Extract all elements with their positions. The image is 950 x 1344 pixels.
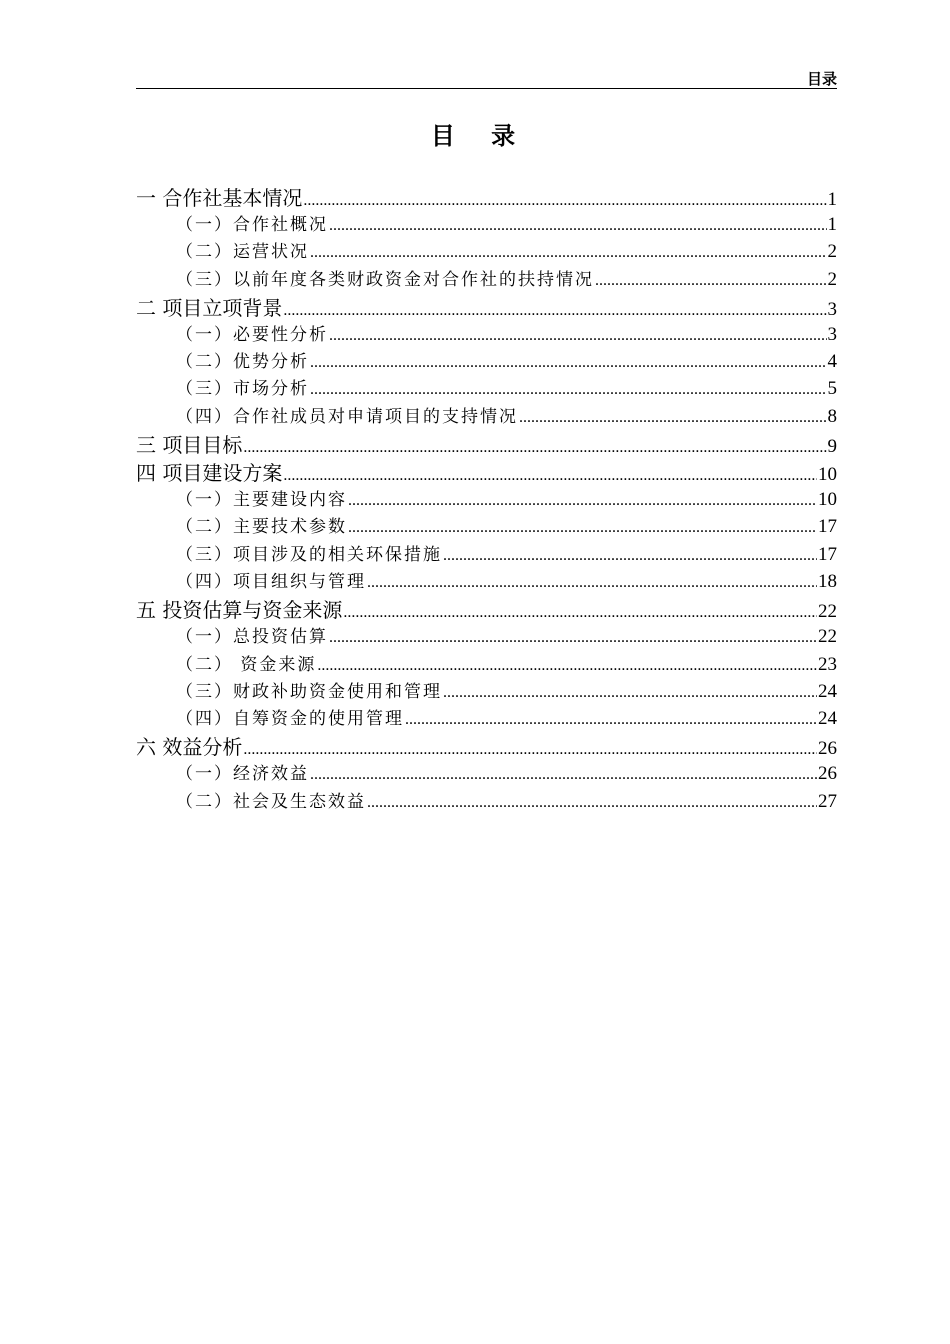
toc-entry-label: 三 项目目标 xyxy=(136,433,243,458)
toc-chapter-entry[interactable] xyxy=(136,292,837,320)
toc-dot-leader xyxy=(595,270,827,290)
toc-dot-leader xyxy=(329,215,827,235)
toc-section-entry[interactable] xyxy=(136,622,837,649)
toc-dot-leader xyxy=(310,242,827,262)
toc-section-entry[interactable] xyxy=(136,374,837,401)
toc-section-entry[interactable] xyxy=(136,512,837,539)
toc-page-number: 17 xyxy=(818,543,837,565)
toc-section-entry[interactable] xyxy=(136,402,837,429)
toc-dot-leader xyxy=(310,352,827,372)
toc-dot-leader xyxy=(367,792,817,812)
toc-section-entry[interactable] xyxy=(136,210,837,237)
toc-entry-label: 一 合作社基本情况 xyxy=(136,186,303,210)
toc-chapter-entry[interactable] xyxy=(136,731,837,759)
toc-chapter-entry[interactable] xyxy=(136,182,837,210)
toc-page-number: 3 xyxy=(827,323,837,345)
toc-entry-label: （二）主要技术参数 xyxy=(176,517,347,538)
toc-dot-leader xyxy=(367,572,817,592)
toc-page-number: 27 xyxy=(818,790,837,812)
toc-entry-label: （三）项目涉及的相关环保措施 xyxy=(176,544,442,565)
toc-dot-leader xyxy=(443,545,817,565)
toc-entry-label: （二）运营状况 xyxy=(176,242,309,263)
page-header xyxy=(136,66,837,89)
page-title: 目 录 xyxy=(430,122,530,150)
toc-dot-leader xyxy=(348,490,817,510)
toc-section-entry[interactable] xyxy=(136,485,837,512)
toc-page-number: 22 xyxy=(818,626,837,648)
toc-section-entry[interactable] xyxy=(136,677,837,704)
toc-page-number: 24 xyxy=(818,680,837,702)
table-of-contents xyxy=(136,182,837,814)
toc-section-entry[interactable] xyxy=(136,265,837,292)
toc-dot-leader xyxy=(283,296,826,320)
toc-page-number: 2 xyxy=(827,268,837,290)
toc-page-number: 5 xyxy=(827,378,837,400)
toc-entry-label: （一）必要性分析 xyxy=(176,324,328,345)
toc-dot-leader xyxy=(310,764,817,784)
toc-entry-label: （二）优势分析 xyxy=(176,352,309,373)
toc-section-entry[interactable] xyxy=(136,704,837,731)
toc-entry-label: 二 项目立项背景 xyxy=(136,295,283,320)
header-text: 目录 xyxy=(806,70,837,88)
toc-chapter-entry[interactable] xyxy=(136,429,837,457)
toc-dot-leader xyxy=(329,627,817,647)
toc-entry-label: （二） 资金来源 xyxy=(176,654,317,675)
toc-page-number: 3 xyxy=(827,298,837,320)
toc-dot-leader xyxy=(310,379,827,399)
toc-section-entry[interactable] xyxy=(136,787,837,814)
toc-entry-label: （三）财政补助资金使用和管理 xyxy=(176,681,442,702)
toc-page-number: 10 xyxy=(818,489,837,511)
toc-entry-label: （四）自筹资金的使用管理 xyxy=(176,709,404,730)
toc-chapter-entry[interactable] xyxy=(136,594,837,622)
toc-dot-leader xyxy=(303,186,826,210)
toc-dot-leader xyxy=(443,682,817,702)
toc-dot-leader xyxy=(243,433,826,457)
toc-section-entry[interactable] xyxy=(136,567,837,594)
toc-entry-label: （一）主要建设内容 xyxy=(176,490,347,511)
toc-dot-leader xyxy=(405,709,817,729)
toc-page-number: 9 xyxy=(827,436,837,458)
toc-page-number: 26 xyxy=(818,738,837,760)
toc-page-number: 4 xyxy=(827,351,837,373)
toc-entry-label: （三）市场分析 xyxy=(176,379,309,400)
toc-page-number: 1 xyxy=(827,214,837,235)
toc-page-number: 10 xyxy=(818,464,837,486)
toc-section-entry[interactable] xyxy=(136,320,837,347)
toc-entry-label: （一）总投资估算 xyxy=(176,627,328,648)
toc-entry-label: （一）经济效益 xyxy=(176,764,309,785)
toc-entry-label: 五 投资估算与资金来源 xyxy=(136,598,343,623)
toc-dot-leader xyxy=(329,325,827,345)
toc-page-number: 26 xyxy=(818,763,837,785)
toc-page-number: 17 xyxy=(818,516,837,538)
toc-section-entry[interactable] xyxy=(136,540,837,567)
toc-entry-label: 六 效益分析 xyxy=(136,735,243,760)
toc-entry-label: （一）合作社概况 xyxy=(176,215,328,235)
toc-page-number: 24 xyxy=(818,708,837,730)
toc-entry-label: （二）社会及生态效益 xyxy=(176,791,366,812)
toc-page-number: 22 xyxy=(818,601,837,623)
toc-section-entry[interactable] xyxy=(136,237,837,264)
toc-dot-leader xyxy=(317,655,817,675)
toc-section-entry[interactable] xyxy=(136,650,837,677)
toc-chapter-entry[interactable] xyxy=(136,457,837,485)
toc-page-number: 1 xyxy=(827,189,837,210)
toc-entry-label: （三）以前年度各类财政资金对合作社的扶持情况 xyxy=(176,269,594,290)
toc-dot-leader xyxy=(519,407,827,427)
toc-page-number: 2 xyxy=(827,241,837,263)
toc-dot-leader xyxy=(343,598,817,622)
toc-page-number: 18 xyxy=(818,570,837,592)
toc-dot-leader xyxy=(283,461,817,485)
toc-section-entry[interactable] xyxy=(136,759,837,786)
toc-section-entry[interactable] xyxy=(136,347,837,374)
toc-page-number: 8 xyxy=(827,405,837,427)
toc-dot-leader xyxy=(348,517,817,537)
toc-entry-label: （四）合作社成员对申请项目的支持情况 xyxy=(176,406,518,427)
toc-page-number: 23 xyxy=(818,653,837,675)
toc-entry-label: （四）项目组织与管理 xyxy=(176,571,366,592)
toc-dot-leader xyxy=(243,735,817,759)
toc-entry-label: 四 项目建设方案 xyxy=(136,461,283,486)
